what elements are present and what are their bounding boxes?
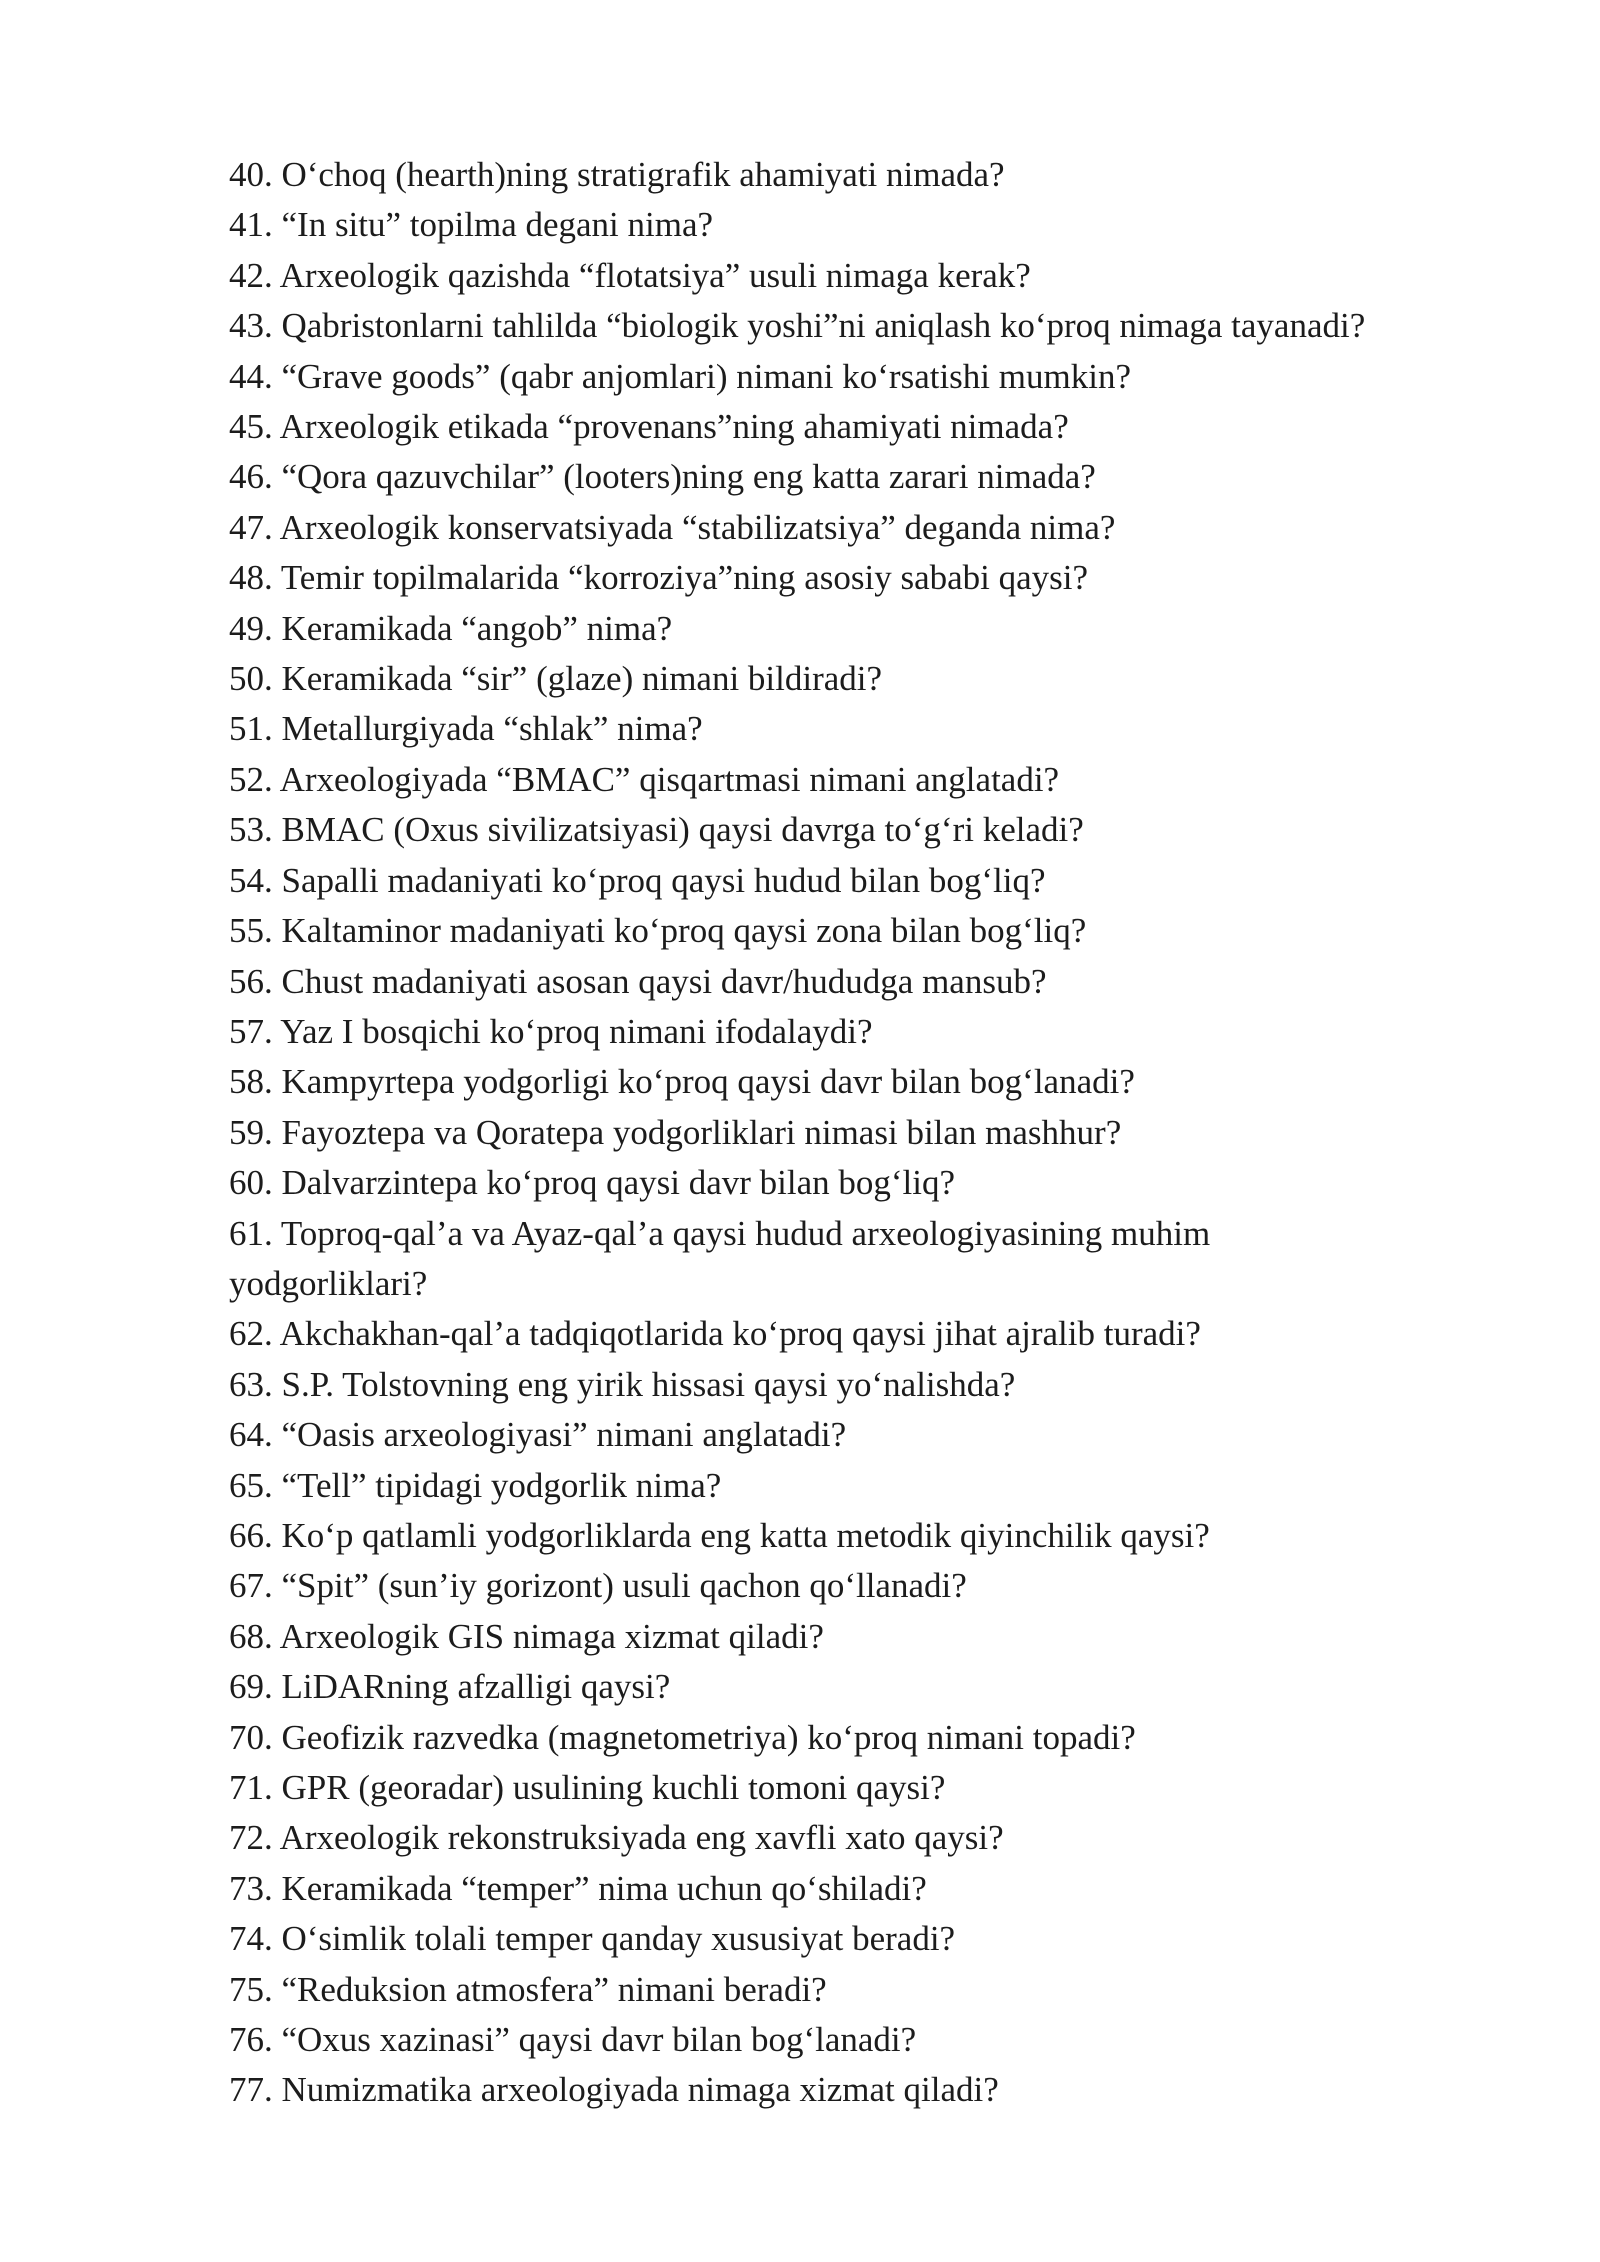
question-item — [229, 200, 1529, 250]
question-item — [229, 1309, 1529, 1359]
question-item — [229, 2065, 1529, 2115]
question-text: 73. Keramikada “temper” nima uchun qo‘shiladi? — [229, 1868, 927, 1908]
question-text: 72. Arxeologik rekonstruksiyada eng xavfli xato qaysi? — [229, 1818, 1004, 1858]
question-text: 69. LiDARning afzalligi qaysi? — [229, 1667, 671, 1707]
question-text: 58. Kampyrtepa yodgorligi ko‘proq qaysi davr bilan bog‘lanadi? — [229, 1062, 1135, 1102]
question-text: 67. “Spit” (sun’iy gorizont) usuli qachon qo‘llanadi? — [229, 1566, 967, 1606]
question-item — [229, 1763, 1529, 1813]
question-item — [229, 503, 1529, 553]
question-item — [229, 1108, 1529, 1158]
question-text: 61. Toproq-qal’a va Ayaz-qal’a qaysi hudud arxeologiyasining muhim yodgorliklari? — [229, 1213, 1211, 1303]
question-text: 53. BMAC (Oxus sivilizatsiyasi) qaysi davrga to‘g‘ri keladi? — [229, 810, 1084, 850]
question-item — [229, 1410, 1529, 1460]
question-item — [229, 2015, 1529, 2065]
question-item — [229, 1511, 1529, 1561]
question-text: 74. O‘simlik tolali temper qanday xususiyat beradi? — [229, 1919, 956, 1959]
question-item — [229, 1057, 1529, 1107]
question-text: 50. Keramikada “sir” (glaze) nimani bildiradi? — [229, 659, 883, 699]
question-text: 49. Keramikada “angob” nima? — [229, 608, 673, 648]
question-item — [229, 1914, 1529, 1964]
question-text: 75. “Reduksion atmosfera” nimani beradi? — [229, 1969, 827, 2009]
question-text: 42. Arxeologik qazishda “flotatsiya” usuli nimaga kerak? — [229, 255, 1031, 295]
question-item — [229, 1209, 1339, 1310]
question-text: 40. O‘choq (hearth)ning stratigrafik ahamiyati nimada? — [229, 155, 1005, 194]
question-item — [229, 1813, 1529, 1863]
question-text: 57. Yaz I bosqichi ko‘proq nimani ifodalaydi? — [229, 1011, 873, 1051]
question-text: 52. Arxeologiyada “BMAC” qisqartmasi nimani anglatadi? — [229, 759, 1060, 799]
question-item — [229, 1158, 1529, 1208]
question-item — [229, 755, 1529, 805]
question-text: 60. Dalvarzintepa ko‘proq qaysi davr bilan bog‘liq? — [229, 1163, 956, 1203]
question-text: 68. Arxeologik GIS nimaga xizmat qiladi? — [229, 1616, 824, 1656]
question-text: 64. “Oasis arxeologiyasi” nimani anglatadi? — [229, 1415, 847, 1455]
question-item — [229, 805, 1529, 855]
question-item — [229, 1662, 1529, 1712]
question-text: 51. Metallurgiyada “shlak” nima? — [229, 709, 703, 749]
question-text: 56. Chust madaniyati asosan qaysi davr/hududga mansub? — [229, 961, 1047, 1001]
question-text: 47. Arxeologik konservatsiyada “stabilizatsiya” deganda nima? — [229, 507, 1116, 547]
question-item — [229, 654, 1529, 704]
question-text: 55. Kaltaminor madaniyati ko‘proq qaysi zona bilan bog‘liq? — [229, 911, 1087, 951]
question-item — [229, 301, 1529, 351]
question-item — [229, 150, 1529, 200]
question-item — [229, 1965, 1529, 2015]
question-text: 63. S.P. Tolstovning eng yirik hissasi qaysi yo‘nalishda? — [229, 1364, 1016, 1404]
question-text: 66. Ko‘p qatlamli yodgorliklarda eng katta metodik qiyinchilik qaysi? — [229, 1515, 1210, 1555]
question-item — [229, 1713, 1529, 1763]
question-text: 70. Geofizik razvedka (magnetometriya) ko‘proq nimani topadi? — [229, 1717, 1136, 1757]
question-text: 62. Akchakhan-qal’a tadqiqotlarida ko‘proq qaysi jihat ajralib turadi? — [229, 1314, 1201, 1354]
question-item — [229, 352, 1529, 402]
question-text: 44. “Grave goods” (qabr anjomlari) nimani ko‘rsatishi mumkin? — [229, 356, 1131, 396]
question-item — [229, 1007, 1529, 1057]
question-item — [229, 704, 1529, 754]
question-item — [229, 1461, 1529, 1511]
question-list — [229, 150, 1529, 2116]
question-item — [229, 1561, 1529, 1611]
question-text: 71. GPR (georadar) usulining kuchli tomoni qaysi? — [229, 1768, 946, 1807]
question-text: 54. Sapalli madaniyati ko‘proq qaysi hudud bilan bog‘liq? — [229, 860, 1046, 900]
question-text: 59. Fayoztepa va Qoratepa yodgorliklari nimasi bilan mashhur? — [229, 1112, 1122, 1152]
question-item — [229, 251, 1529, 301]
question-item — [229, 1360, 1529, 1410]
question-text: 65. “Tell” tipidagi yodgorlik nima? — [229, 1465, 722, 1505]
question-text: 41. “In situ” topilma degani nima? — [229, 205, 714, 245]
question-item — [229, 1612, 1529, 1662]
question-text: 77. Numizmatika arxeologiyada nimaga xizmat qiladi? — [229, 2070, 999, 2110]
question-item — [229, 452, 1529, 502]
question-item — [229, 402, 1529, 452]
question-text: 46. “Qora qazuvchilar” (looters)ning eng katta zarari nimada? — [229, 457, 1096, 497]
question-text: 45. Arxeologik etikada “provenans”ning ahamiyati nimada? — [229, 407, 1069, 447]
question-text: 48. Temir topilmalarida “korroziya”ning asosiy sababi qaysi? — [229, 558, 1089, 598]
question-item — [229, 604, 1529, 654]
question-item — [229, 1864, 1529, 1914]
question-item — [229, 906, 1529, 956]
question-item — [229, 856, 1529, 906]
question-item — [229, 553, 1529, 603]
question-item — [229, 957, 1529, 1007]
question-text: 76. “Oxus xazinasi” qaysi davr bilan bog‘lanadi? — [229, 2020, 917, 2060]
question-text: 43. Qabristonlarni tahlilda “biologik yoshi”ni aniqlash ko‘proq nimaga tayanadi? — [229, 306, 1366, 346]
